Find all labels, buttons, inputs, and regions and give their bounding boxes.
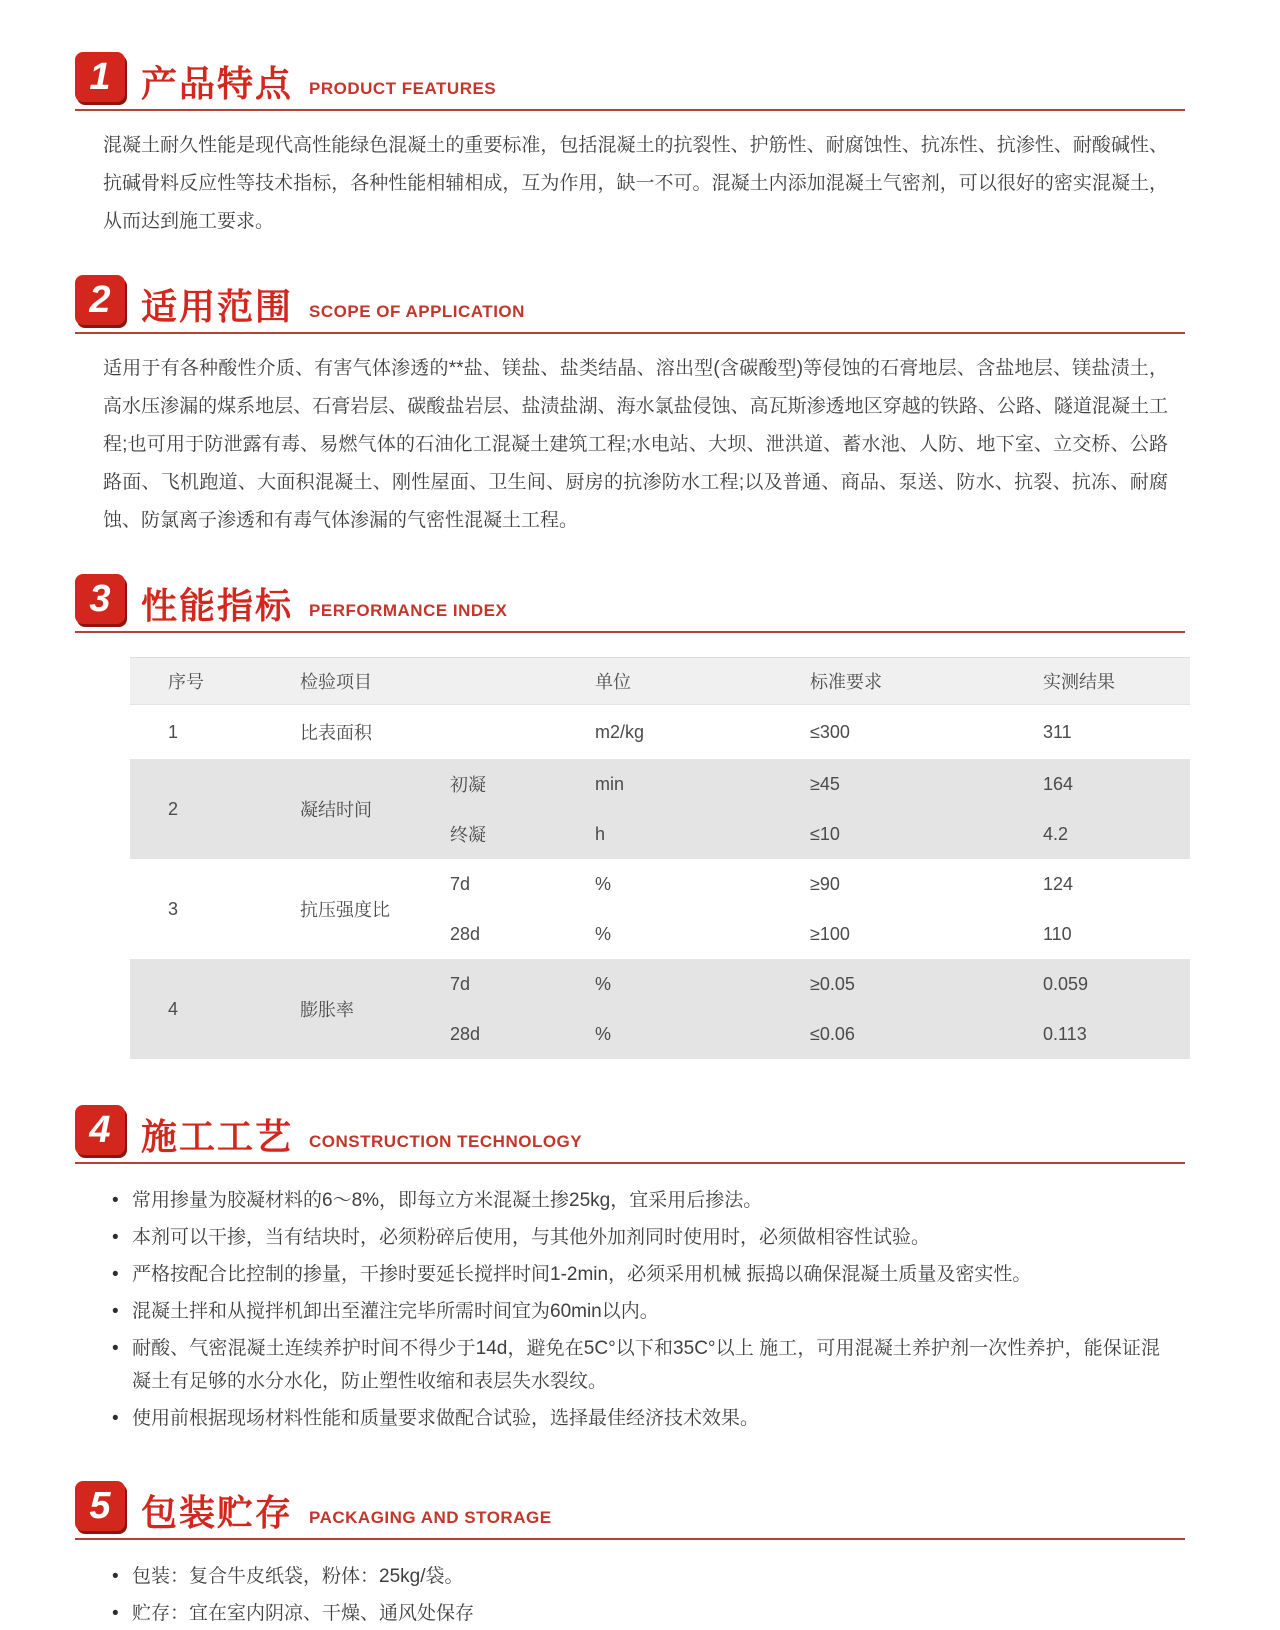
section-number-badge: 2 xyxy=(75,275,125,325)
section-number-badge: 4 xyxy=(75,1105,125,1155)
section-header xyxy=(75,574,1185,633)
section-header xyxy=(75,275,1185,334)
table-row xyxy=(130,959,1190,1059)
cell-unit: % xyxy=(595,923,612,944)
section-title-zh: 施工工艺 xyxy=(141,1116,294,1157)
cell-result: 110 xyxy=(1043,923,1072,944)
cell-item: 凝结时间 xyxy=(300,800,372,820)
section-packaging xyxy=(75,1481,1185,1630)
table-row xyxy=(130,705,1190,759)
cell-subitem: 28d xyxy=(450,1023,481,1044)
bullet-item: • 常用掺量为胶凝材料的6～8%，即每立方米混凝土掺25kg，宜采用后掺法。 xyxy=(110,1184,1160,1217)
cell-requirement: ≥45 xyxy=(810,773,840,794)
table-row xyxy=(130,859,1190,959)
bullet-item: • 严格按配合比控制的掺量，干掺时要延长搅拌时间1-2min，必须采用机械 振捣以确保混凝土质量及密实性。 xyxy=(110,1258,1160,1291)
scope-paragraph: 适用于有各种酸性介质、有害气体渗透的**盐、镁盐、盐类结晶、溶出型(含碳酸型)等侵蚀的石膏地层、含盐地层、镁盐渍土，高水压渗漏的煤系地层、石膏岩层、碳酸盐岩层、盐渍盐湖、海水氯盐侵蚀、高瓦斯渗透地区穿越的铁路、公路、隧道混凝土工程;也可用于防泄露有毒、易燃气体的石油化工混凝土建筑工程;水电站、大坝、泄洪道、蓄水池、人防、地下室、立交桥、公路路面、飞机跑道、大面积混凝土、刚性屋面、卫生间、厨房的抗渗防水工程;以及普通、商品、泵送、防水、抗裂、抗冻、耐腐蚀、防氯离子渗透和有毒气体渗漏的气密性混凝土工程。 xyxy=(103,358,1168,531)
packaging-bullet-list xyxy=(110,1560,1160,1630)
cell-result: 124 xyxy=(1043,873,1074,894)
section-header xyxy=(75,52,1185,111)
section-header xyxy=(75,1105,1185,1164)
section-title-en: PACKAGING AND STORAGE xyxy=(309,1508,552,1527)
cell-unit: % xyxy=(595,873,612,894)
cell-result: 311 xyxy=(1043,721,1072,742)
cell-item: 比表面积 xyxy=(300,723,372,743)
cell-requirement: ≥100 xyxy=(810,923,850,944)
cell-unit: min xyxy=(595,773,625,794)
cell-requirement: ≥90 xyxy=(810,873,840,894)
cell-requirement: ≤300 xyxy=(810,721,850,742)
section-performance-index xyxy=(75,574,1185,1059)
section-number-badge: 3 xyxy=(75,574,125,624)
section-title-zh: 适用范围 xyxy=(141,286,294,327)
cell-result: 0.059 xyxy=(1043,973,1089,994)
bullet-item: • 包装：复合牛皮纸袋，粉体：25kg/袋。 xyxy=(110,1560,1160,1593)
cell-requirement: ≤0.06 xyxy=(810,1023,855,1044)
section-title-en: PERFORMANCE INDEX xyxy=(309,601,508,620)
column-header: 实测结果 xyxy=(1043,672,1115,692)
section-product-features xyxy=(75,52,1185,241)
cell-unit: % xyxy=(595,1023,612,1044)
cell-requirement: ≥0.05 xyxy=(810,973,855,994)
column-header: 标准要求 xyxy=(810,672,882,692)
cell-subitem: 7d xyxy=(450,873,471,894)
cell-unit: m2/kg xyxy=(595,721,645,742)
section-title-zh: 包装贮存 xyxy=(141,1492,294,1533)
bullet-item: • 贮存：宜在室内阴凉、干燥、通风处保存 xyxy=(110,1597,1160,1630)
cell-no: 4 xyxy=(168,998,179,1019)
section-number-badge: 1 xyxy=(75,52,125,102)
features-paragraph: 混凝土耐久性能是现代高性能绿色混凝土的重要标准，包括混凝土的抗裂性、护筋性、耐腐蚀性、抗冻性、抗渗性、耐酸碱性、抗碱骨料反应性等技术指标，各种性能相辅相成，互为作用，缺一不可。混凝土内添加混凝土气密剂，可以很好的密实混凝土，从而达到施工要求。 xyxy=(103,135,1168,232)
cell-no: 2 xyxy=(168,798,179,819)
section-number-badge: 5 xyxy=(75,1481,125,1531)
bullet-item: • 本剂可以干掺，当有结块时，必须粉碎后使用，与其他外加剂同时使用时，必须做相容性试验。 xyxy=(110,1221,1160,1254)
cell-subitem: 28d xyxy=(450,923,481,944)
table-header-row xyxy=(130,657,1190,705)
cell-subitem: 7d xyxy=(450,973,471,994)
section-construction xyxy=(75,1105,1185,1435)
section-title-en: SCOPE OF APPLICATION xyxy=(309,302,525,321)
cell-item: 抗压强度比 xyxy=(300,900,390,920)
section-title-zh: 产品特点 xyxy=(141,63,294,104)
performance-table xyxy=(130,657,1190,1059)
section-title-en: CONSTRUCTION TECHNOLOGY xyxy=(309,1132,583,1151)
cell-item: 膨胀率 xyxy=(300,1000,354,1020)
cell-result: 0.113 xyxy=(1043,1023,1087,1044)
cell-result: 4.2 xyxy=(1043,823,1069,844)
column-header: 检验项目 xyxy=(300,672,372,692)
document-page xyxy=(75,0,1185,1630)
bullet-item: • 使用前根据现场材料性能和质量要求做配合试验，选择最佳经济技术效果。 xyxy=(110,1402,1160,1435)
construction-bullet-list xyxy=(110,1184,1160,1435)
cell-no: 1 xyxy=(168,721,179,742)
cell-result: 164 xyxy=(1043,773,1074,794)
cell-unit: % xyxy=(595,973,612,994)
section-title-zh: 性能指标 xyxy=(141,585,294,626)
cell-no: 3 xyxy=(168,898,179,919)
column-header: 单位 xyxy=(595,672,631,692)
section-scope xyxy=(75,275,1185,540)
bullet-item: • 耐酸、气密混凝土连续养护时间不得少于14d，避免在5C°以下和35C°以上 施工，可用混凝土养护剂一次性养护，能保证混凝土有足够的水分水化，防止塑性收缩和表层失水裂纹。 xyxy=(110,1332,1160,1398)
column-header: 序号 xyxy=(168,672,204,692)
bullet-item: • 混凝土拌和从搅拌机卸出至灌注完毕所需时间宜为60min以内。 xyxy=(110,1295,1160,1328)
table-row xyxy=(130,759,1190,859)
cell-requirement: ≤10 xyxy=(810,823,840,844)
section-header xyxy=(75,1481,1185,1540)
section-title-en: PRODUCT FEATURES xyxy=(309,79,497,98)
cell-unit: h xyxy=(595,823,606,844)
cell-subitem: 终凝 xyxy=(450,825,486,845)
cell-subitem: 初凝 xyxy=(450,775,486,795)
